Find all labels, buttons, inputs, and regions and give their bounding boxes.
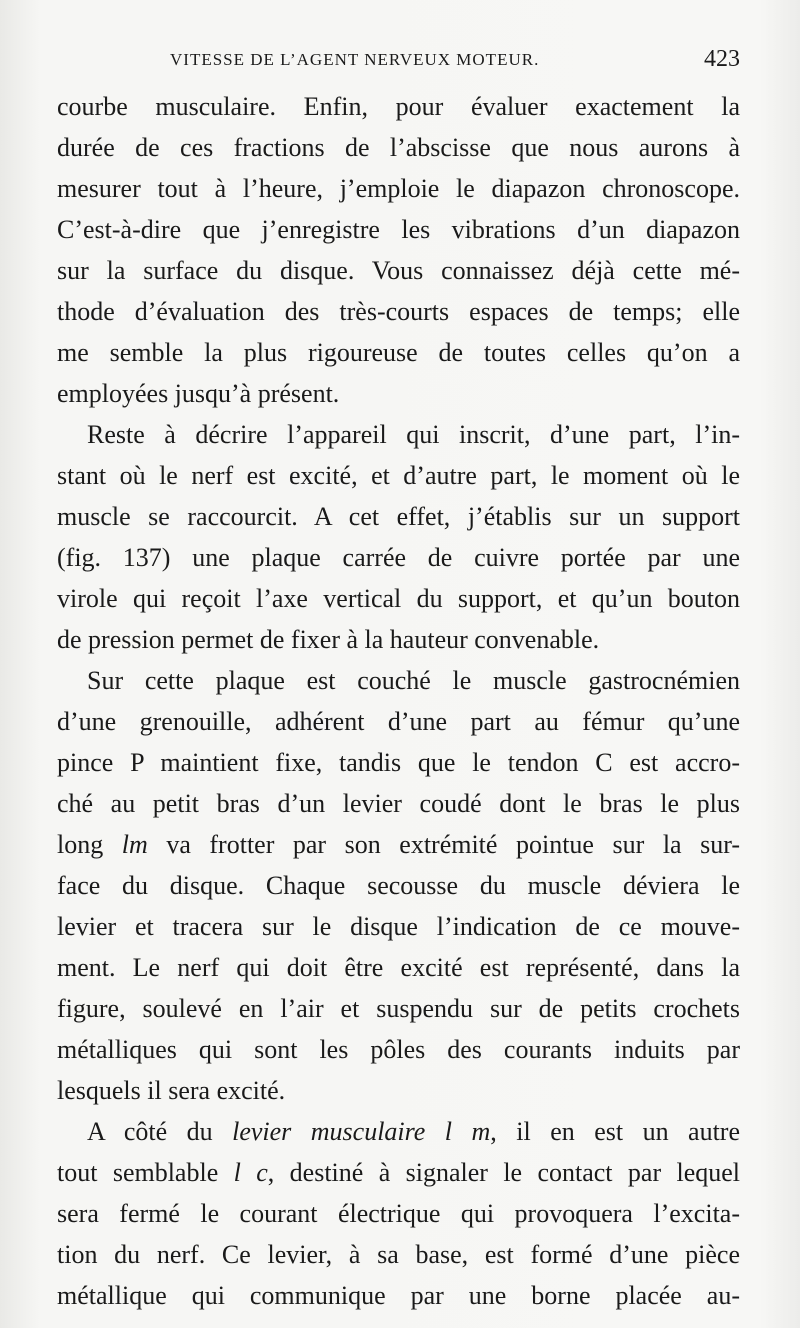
text-line: durée de ces fractions de l’abscisse que nous aurons à [57,133,740,162]
text-line: sur la surface du disque. Vous connaissez déjà cette mé- [57,256,740,285]
text-line: C’est-à-dire que j’enregistre les vibrations d’un diapazon [57,215,740,244]
text-fragment: tout semblable [57,1158,219,1187]
text-line: ché au petit bras d’un levier coudé dont le bras le plus [57,789,740,818]
text-fragment: long [57,830,104,859]
text-line: stant où le nerf est excité, et d’autre part, le moment où le [57,461,740,490]
text-line: face du disque. Chaque secousse du muscle déviera le [57,871,740,900]
text-fragment: va frotter par son extrémité pointue sur la sur- [166,830,741,859]
body-text [57,86,740,1316]
text-line: ment. Le nerf qui doit être excité est représenté, dans la [57,953,740,982]
text-line: muscle se raccourcit. A cet effet, j’établis sur un support [57,502,740,531]
text-line: sera fermé le courant électrique qui provoquera l’excita- [57,1199,740,1228]
text-line: (fig. 137) une plaque carrée de cuivre portée par une [57,543,740,572]
text-line: Sur cette plaque est couché le muscle gastrocnémien [87,666,740,695]
text-line: figure, soulevé en l’air et suspendu sur de petits crochets [57,994,740,1023]
text-line: métalliques qui sont les pôles des courants induits par [57,1035,740,1064]
text-line: courbe musculaire. Enfin, pour évaluer exactement la [57,92,740,121]
text-line: Reste à décrire l’appareil qui inscrit, d’une part, l’in- [87,420,740,449]
page-number: 423 [704,46,740,72]
text-line: mesurer tout à l’heure, j’emploie le diapazon chronoscope. [57,174,740,203]
text-line-mixed [57,1152,740,1193]
text-fragment: , destiné à signaler le contact par lequel [267,1158,741,1187]
text-line-mixed [57,824,740,865]
text-line: thode d’évaluation des très-courts espaces de temps; elle [57,297,740,326]
text-line: de pression permet de fixer à la hauteur convenable. [57,625,600,654]
text-line: d’une grenouille, adhérent d’une part au fémur qu’une [57,707,740,736]
text-line: virole qui reçoit l’axe vertical du support, et qu’un bouton [57,584,740,613]
text-line: lesquels il sera excité. [57,1076,286,1105]
text-line-mixed [57,1111,740,1152]
running-title: VITESSE DE L’AGENT NERVEUX MOTEUR. [170,50,540,69]
italic-fragment: lm [121,830,148,859]
text-fragment: , il en est un autre [490,1117,741,1146]
italic-fragment: levier musculaire l m [232,1117,491,1146]
text-line: employées jusqu’à présent. [57,379,340,408]
page-header [170,46,740,76]
text-fragment: A côté du [87,1117,213,1146]
italic-fragment: l c [233,1158,268,1187]
text-line: tion du nerf. Ce levier, à sa base, est formé d’une pièce [57,1240,740,1269]
text-line: levier et tracera sur le disque l’indication de ce mouve- [57,912,740,941]
text-line: me semble la plus rigoureuse de toutes celles qu’on a [57,338,740,367]
text-line: pince P maintient fixe, tandis que le tendon C est accro- [57,748,740,777]
text-line: métallique qui communique par une borne placée au- [57,1281,740,1310]
